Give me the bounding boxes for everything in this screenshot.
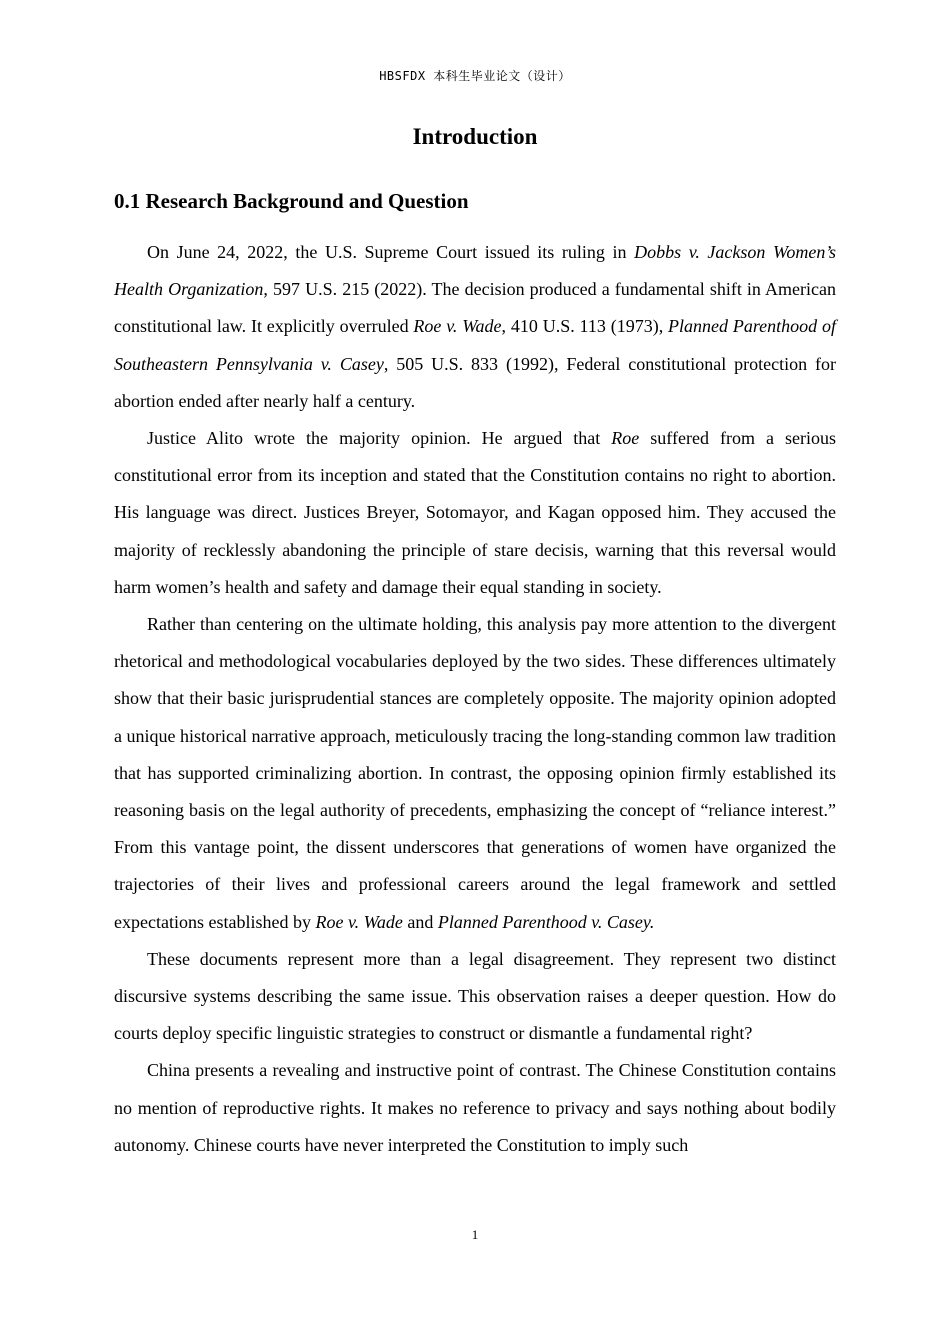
paragraph-1 [114, 234, 836, 420]
paragraph-1-text-c: , 410 U.S. 113 (1973), [501, 316, 669, 337]
paragraph-3-text-a: Rather than centering on the ultimate holding, this analysis pay more attention to the divergent rhetorical and methodological vocabularies deployed by the two sides. These differences ultimately show that their basic jurisprudential stances are completely opposite. The majority opinion adopted a unique historical narrative approach, meticulously tracing the long-standing common law tradition that has supported criminalizing abortion. In contrast, the opposing opinion firmly established its reasoning basis on the legal authority of precedents, emphasizing the concept of “reliance interest.” From this vantage point, the dissent underscores that generations of women have organized the trajectories of their lives and professional careers around the legal framework and settled expectations established by [114, 614, 836, 932]
paragraph-2-text-a: Justice Alito wrote the majority opinion. He argued that [147, 428, 612, 449]
running-header: HBSFDX 本科生毕业论文（设计） [379, 69, 571, 83]
paragraph-1-text-b: , 597 U.S. 215 (2022). The decision produced a fundamental shift in American constitutional law. It explicitly overruled [114, 279, 836, 337]
case-citation-roe-2: Roe v. Wade [315, 911, 403, 932]
case-citation-roe: Roe v. Wade [413, 316, 502, 337]
section-heading: 0.1 Research Background and Question [114, 189, 469, 213]
case-citation-casey: Planned Parenthood of Southeastern Pennsylvania v. Casey [114, 316, 836, 374]
page-number: 1 [471, 1227, 479, 1242]
paragraph-1-text-a: On June 24, 2022, the U.S. Supreme Court issued its ruling in [147, 242, 635, 262]
case-citation-casey-2: Planned Parenthood v. Casey. [437, 911, 655, 932]
chapter-title: Introduction [412, 124, 538, 149]
paragraph-2-text-b: suffered from a serious constitutional error from its inception and stated that the Constitution contains no right to abortion. His language was direct. Justices Breyer, Sotomayor, and Kagan opposed him. They accused the majority of recklessly abandoning the principle of stare decisis, warning that this reversal would harm women’s health and safety and damage their equal standing in society. [114, 428, 836, 597]
paragraph-3-text-b: and [402, 911, 438, 932]
case-citation-dobbs: Dobbs v. Jackson Women’s Health Organization [114, 242, 837, 300]
body-text [114, 234, 836, 1164]
case-citation-roe-short: Roe [611, 428, 640, 449]
paragraph-5: China presents a revealing and instructive point of contrast. The Chinese Constitution contains no mention of reproductive rights. It makes no reference to privacy and says nothing about bodily autonomy. Chinese courts have never interpreted the Constitution to imply such [114, 1060, 836, 1155]
paragraph-1-text-d: , 505 U.S. 833 (1992), Federal constitutional protection for abortion ended after nearly half a century. [114, 353, 836, 411]
paragraph-2 [114, 420, 836, 606]
paragraph-3 [114, 606, 836, 941]
paragraph-4: These documents represent more than a legal disagreement. They represent two distinct discursive systems describing the same issue. This observation raises a deeper question. How do courts deploy specific linguistic strategies to construct or dismantle a fundamental right? [114, 948, 836, 1044]
